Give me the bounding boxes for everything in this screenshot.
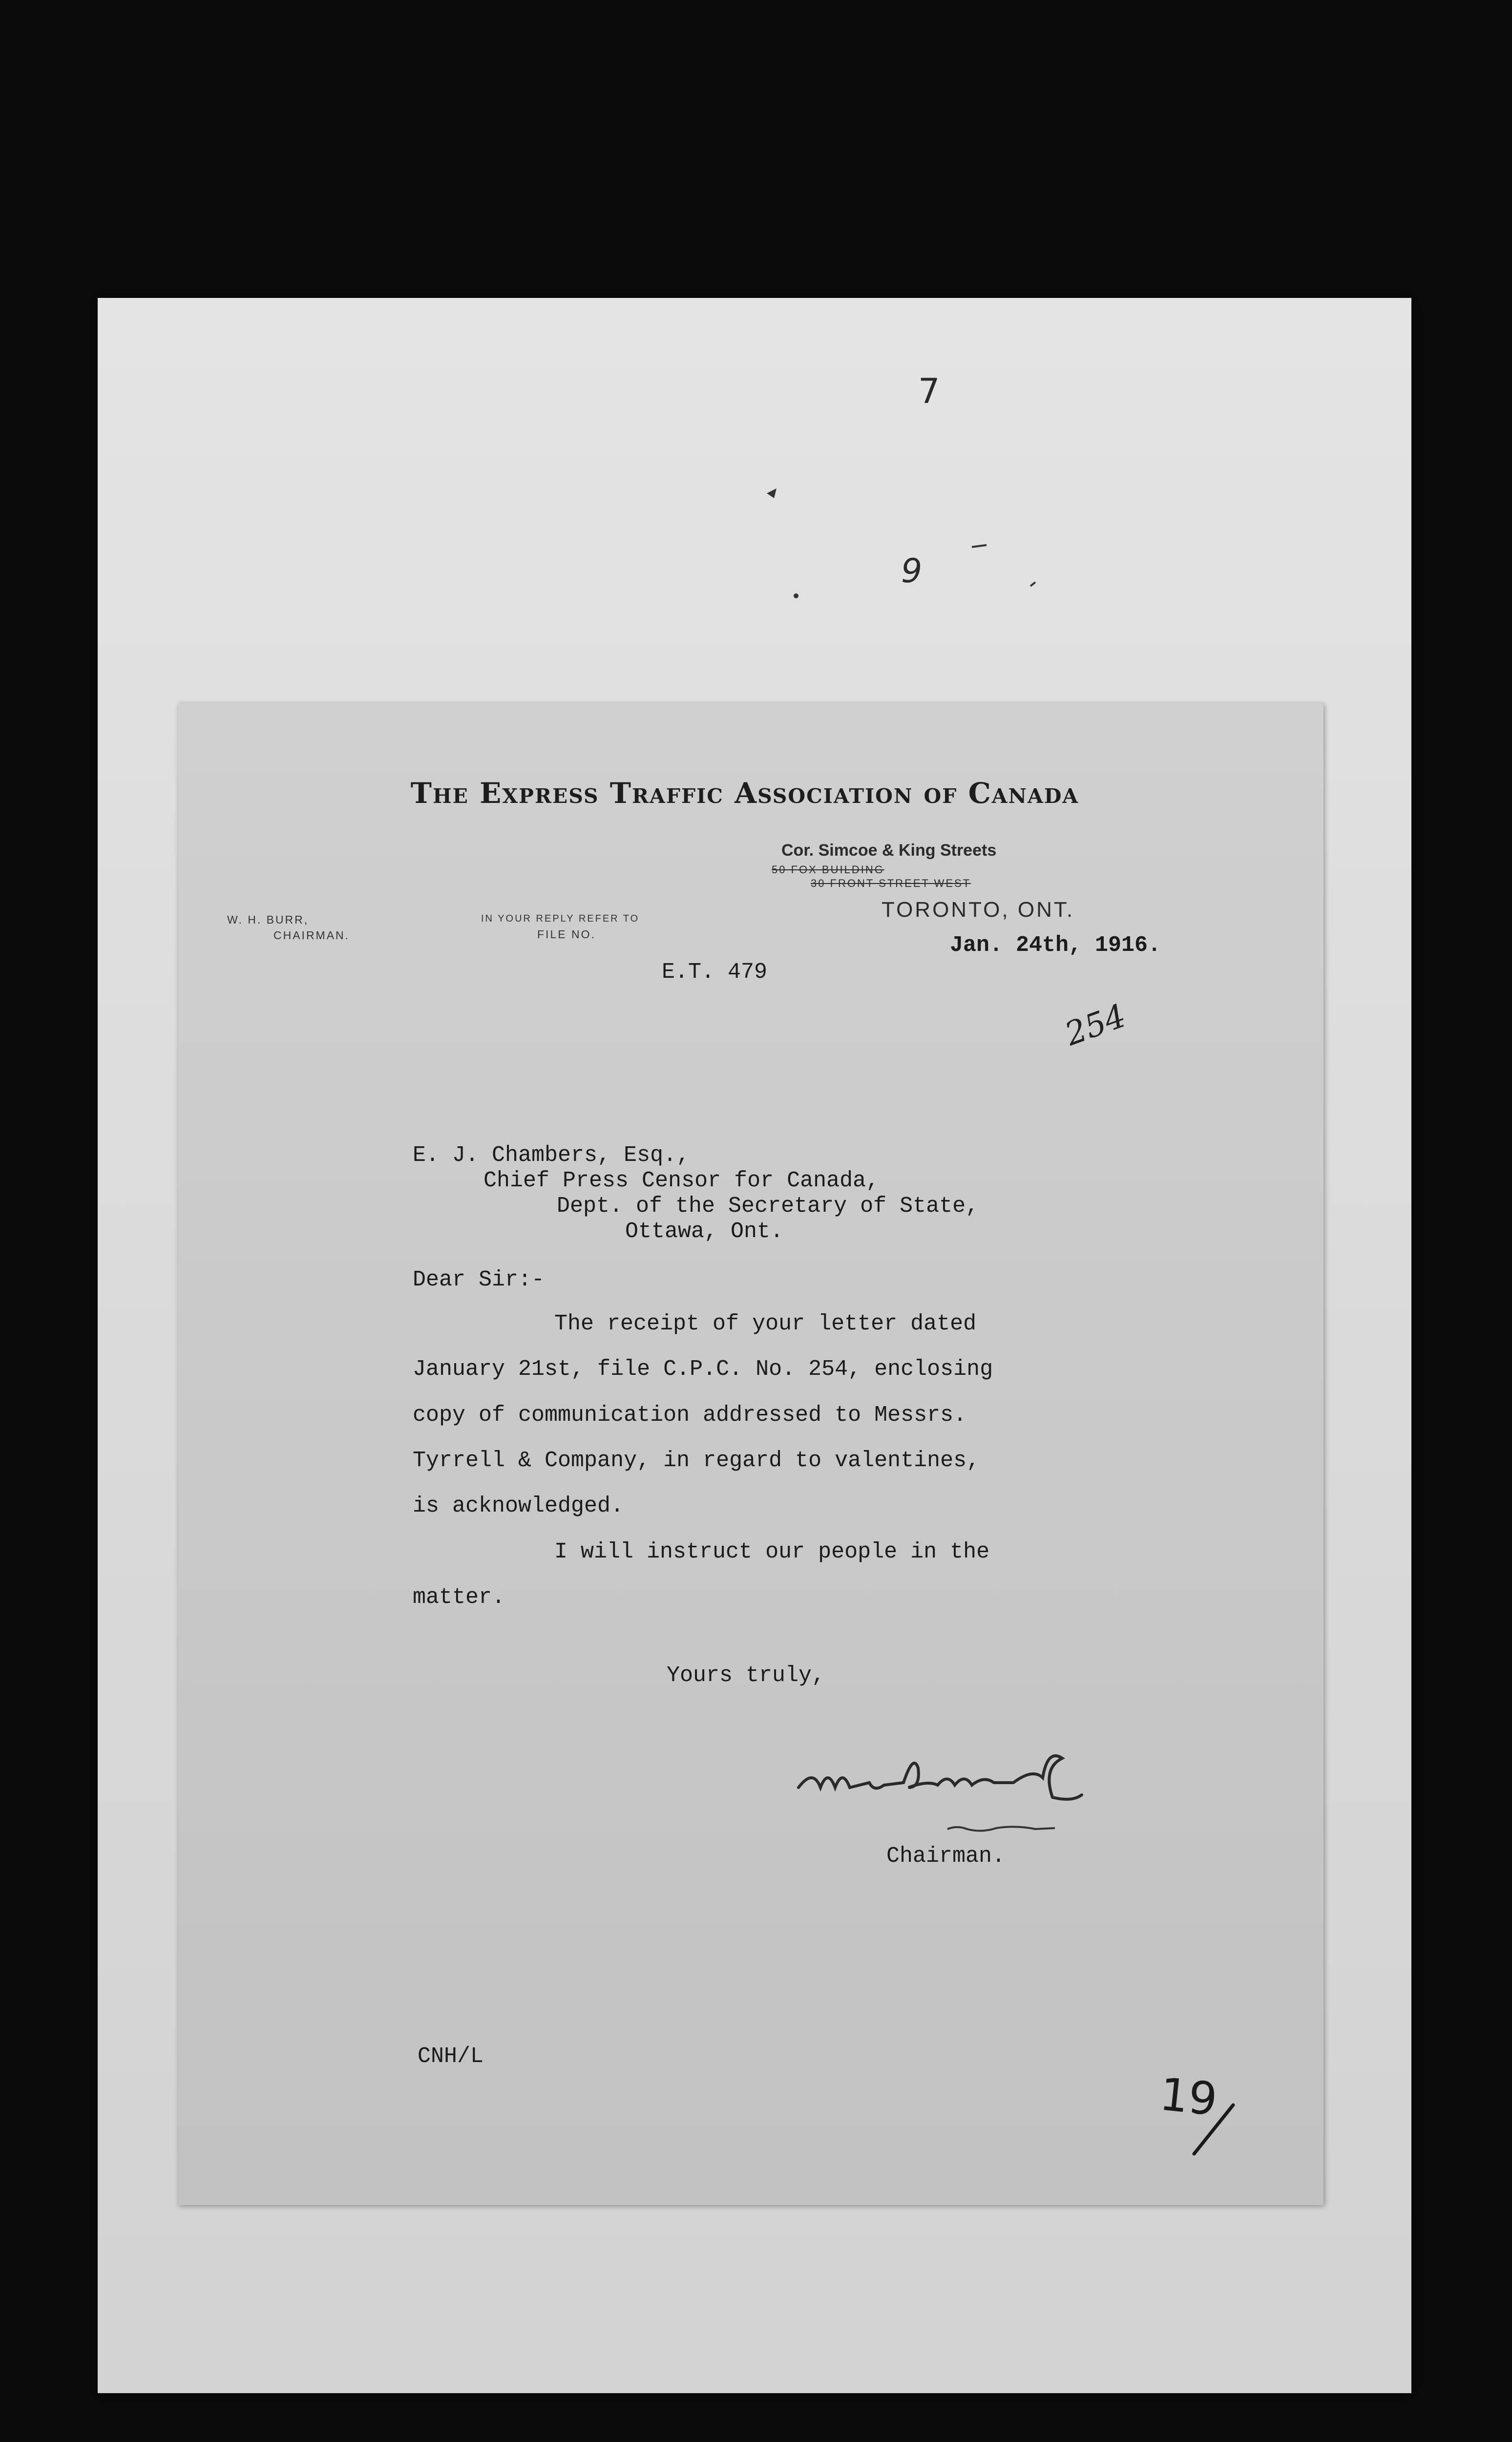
recipient-line-4: Ottawa, Ont.	[625, 1219, 784, 1244]
chairman-name: W. H. BURR,	[227, 913, 309, 926]
margin-note: 254	[1060, 996, 1131, 1053]
letterhead-address-current: Cor. Simcoe & King Streets	[781, 841, 997, 860]
recipient-line-2: Chief Press Censor for Canada,	[483, 1168, 880, 1193]
chairman-title: CHAIRMAN.	[273, 929, 350, 942]
signature-flourish	[945, 1822, 1062, 1836]
body-line-4: Tyrrell & Company, in regard to valentines,	[413, 1448, 980, 1473]
pencil-mark-top: 7	[918, 371, 940, 411]
page-number-slash	[1187, 2100, 1240, 2159]
typist-initials: CNH/L	[418, 2044, 484, 2069]
body-line-1: The receipt of your letter dated	[554, 1311, 977, 1336]
file-no-label: FILE NO.	[537, 928, 596, 941]
letter-page	[178, 703, 1323, 2205]
letterhead-organization: The Express Traffic Association of Canada	[410, 777, 1079, 810]
body-line-5: is acknowledged.	[413, 1494, 624, 1518]
pencil-mark-mid: 9	[901, 552, 923, 590]
recipient-line-3: Dept. of the Secretary of State,	[557, 1194, 979, 1219]
body-line-3: copy of communication addressed to Messrs.	[413, 1403, 967, 1428]
page-number-handwritten: 19	[1157, 2068, 1220, 2126]
reply-label: IN YOUR REPLY REFER TO	[481, 913, 640, 924]
salutation: Dear Sir:-	[413, 1267, 545, 1292]
recipient-line-1: E. J. Chambers, Esq.,	[413, 1143, 690, 1168]
body-line-7: matter.	[413, 1585, 505, 1610]
body-line-6: I will instruct our people in the	[554, 1539, 990, 1564]
letter-date: Jan. 24th, 1916.	[950, 933, 1161, 958]
letterhead-city: TORONTO, ONT.	[882, 898, 1075, 922]
letterhead-address-old-2: 30 FRONT STREET WEST	[811, 877, 971, 889]
letterhead-address-old-1: 50 FOX BUILDING	[772, 863, 884, 876]
pencil-scribbles	[757, 474, 1099, 610]
file-reference: E.T. 479	[662, 960, 768, 985]
signature-image	[794, 1744, 1165, 1807]
signer-title: Chairman.	[886, 1844, 1006, 1869]
closing: Yours truly,	[667, 1663, 825, 1688]
body-line-2: January 21st, file C.P.C. No. 254, enclosing	[413, 1357, 993, 1382]
